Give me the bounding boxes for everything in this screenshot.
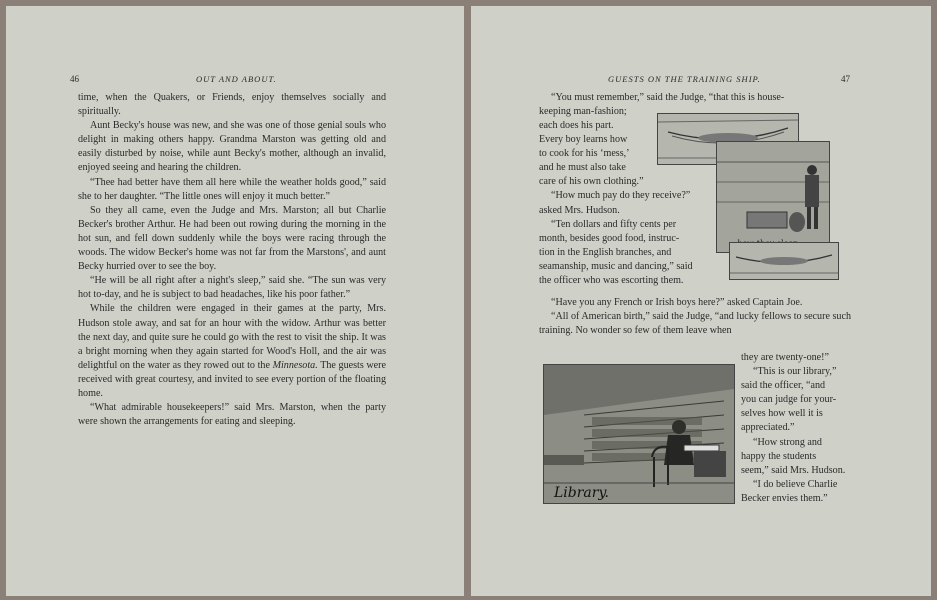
left-page [6, 6, 464, 596]
paragraph-with-ship [78, 302, 386, 401]
paragraph: “Have you any French or Irish boys here?” asked Captain Joe. [551, 297, 803, 308]
text-line: tion in the English branches, and [539, 246, 672, 258]
paragraph: “All of American birth,” said the Judge, “and lucky fellows to secure such training. No wonder so few of them leave when [539, 311, 851, 337]
text-line: “I do believe Charlie [753, 478, 838, 490]
library-illustration [543, 364, 735, 504]
text-line: they are twenty-one!” [741, 352, 829, 363]
hammock-illustration-bottom [729, 242, 839, 280]
paragraph: “What admirable housekeepers!” said Mrs. Marston, when the party were shown the arrangements for eating and sleeping. [78, 402, 386, 428]
text-line: the officer who was escorting them. [539, 275, 684, 287]
paragraph: “Thee had better have them all here while the weather holds good,” said she to her daughter. “The little ones will enjoy it much better.” [78, 176, 386, 202]
text-line: Becker envies them.” [741, 492, 828, 504]
text-line: seamanship, music and dancing,” said [539, 260, 693, 272]
right-running-head: GUESTS ON THE TRAINING SHIP. [608, 74, 761, 84]
paragraph: “He will be all right after a night's sleep,” said she. “The sun was very hot to-day, and he is subject to bad headaches, like his poor father.” [78, 275, 386, 301]
text-line: Every boy learns how [539, 134, 628, 146]
library-caption: Library. [554, 485, 609, 501]
paragraph: So they all came, even the Judge and Mrs. Marston; all but Charlie Becker's brother Arthur. He had been out rowing during the morning in the hot sun, and fell down suddenly while the boys were racing through the woods. The widow Becker's home was not far from the Marstons', and aunt Becky hurried over to see the boy. [78, 204, 386, 273]
left-body-text [78, 91, 386, 429]
text-line: care of his own clothing.” [539, 176, 644, 188]
library-drawing [544, 365, 734, 503]
text-line: “This is our library,” [753, 366, 837, 378]
text-line: keeping man-fashion; [539, 106, 627, 118]
left-page-number: 46 [70, 74, 79, 84]
text-line: happy the students [741, 450, 817, 462]
text-line: “Ten dollars and fifty cents per [551, 218, 677, 230]
sleeping-quarters-illustration [716, 141, 830, 253]
text-line: and he must also take [539, 162, 626, 174]
paragraph: While the children were engaged in their games at the party, Mrs. Hudson stole away, and sat for an hour with the widow. Arthur was better the next day, and quite sure he could go with the rest to visit the ship. It was a bright morning when they again started for Wood's Holl, and the air was delightful on the water as they rowed out to the [78, 303, 386, 371]
text-line: you can judge for your- [741, 394, 837, 406]
text-line: each does his part. [539, 120, 614, 131]
text-line: seem,” said Mrs. Hudson. [741, 464, 846, 476]
sleeping-quarters-drawing [717, 142, 829, 252]
text-line: asked Mrs. Hudson. [539, 204, 620, 216]
text-line: selves how well it is [741, 408, 823, 420]
paragraph: The guests were received with great courtesy, and invited to see every portion of the floating home. [78, 359, 387, 399]
right-bottom-text [741, 351, 851, 506]
text-line: “How strong and [753, 436, 822, 448]
ship-name: Minnesota. [272, 359, 318, 371]
text-line: said the officer, “and [741, 380, 826, 392]
right-page [471, 6, 931, 596]
text-line: “How much pay do they receive?” [551, 190, 691, 202]
paragraph: Aunt Becky's house was new, and she was one of those genial souls who delight in making others happy. Grandma Marston was getting old and easily disturbed by noise, while aunt Becky's mother, although an invalid, enjoyed seeing and hearing the children. [78, 120, 386, 174]
text-line: appreciated.” [741, 422, 795, 434]
lower-hammock-drawing [730, 243, 838, 279]
right-page-number: 47 [841, 74, 850, 84]
right-mid-text [539, 296, 851, 338]
text-line: “You must remember,” said the Judge, “that this is house- [551, 92, 785, 103]
text-line: to cook for his ‘mess,’ [539, 148, 630, 160]
left-running-head: OUT AND ABOUT. [196, 74, 277, 84]
text-line: month, besides good food, instruc- [539, 232, 680, 244]
paragraph: time, when the Quakers, or Friends, enjoy themselves socially and spiritually. [78, 92, 386, 118]
